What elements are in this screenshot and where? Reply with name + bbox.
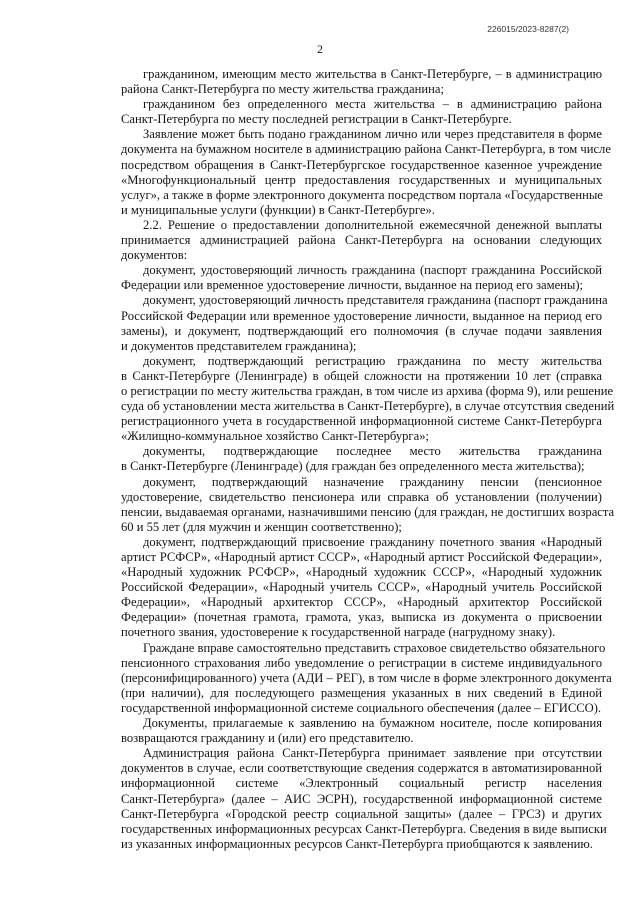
text-line: замены), и документ, подтверждающий его полномочия (в случае подачи заявления <box>121 323 602 338</box>
text-line: «Жилищно-коммунальное хозяйство Санкт-Петербурга»; <box>121 429 429 444</box>
text-line: пенсионного страхования либо уведомление о регистрации в системе индивидуального <box>121 655 602 670</box>
text-line: в Санкт-Петербурге (Ленинграде) (для граждан без определенного места жительства); <box>121 459 585 474</box>
text-line: почетного звания, удостоверение к государственной награде (нагрудному знаку). <box>121 625 556 640</box>
text-line: удостоверение, свидетельство пенсионера или справка об установлении (получении) <box>121 489 602 504</box>
text-line: 2.2. Решение о предоставлении дополнительной ежемесячной денежной выплаты <box>143 217 602 232</box>
text-line: «Народный художник РСФСР», «Народный художник СССР», «Народный художник <box>121 565 602 580</box>
text-line: в Санкт-Петербурге (Ленинграде) в общей сложности на протяжении 10 лет (справка <box>121 368 602 383</box>
text-line: артист РСФСР», «Народный артист СССР», «Народный артист Российской Федерации», <box>121 550 602 564</box>
text-line: (персонифицированного) учета (АДИ – РЕГ), в том числе в форме электронного документа <box>121 670 612 685</box>
text-line: документ, удостоверяющий личность гражданина (паспорт гражданина Российской <box>143 263 602 278</box>
document-registration-number: 226015/2023-8287(2) <box>487 24 569 34</box>
text-line: «Многофункциональный центр предоставления государственных и муниципальных <box>121 172 602 187</box>
text-line: документов в случае, если соответствующие сведения содержатся в автоматизированной <box>121 761 602 776</box>
text-line: гражданином без определенного места жительства – в администрацию района <box>143 97 602 112</box>
text-line: Российской Федерации», «Народный учитель СССР», «Народный учитель Российской <box>121 580 602 595</box>
text-line: услуг», а также в форме электронного документа посредством портала «Государственные <box>121 187 603 202</box>
text-line: регистрационного учета в государственной информационной системе Санкт-Петербурга <box>121 414 602 429</box>
text-line: и муниципальные услуги (функции) в Санкт-Петербурге». <box>121 202 435 217</box>
text-line: (при наличии), для последующего размещения указанных в них сведений в Единой <box>121 685 602 700</box>
text-line: государственной информационной системе социального обеспечения (далее – ЕГИССО). <box>121 700 602 715</box>
text-line: Заявление может быть подано гражданином лично или через представителя в форме <box>143 127 602 142</box>
page-number: 2 <box>317 42 323 56</box>
text-line: о регистрации по месту жительства граждан, в том числе из архива (форма 9), или решение <box>121 383 614 398</box>
text-line: Документы, прилагаемые к заявлению на бумажном носителе, после копирования <box>143 716 602 731</box>
text-line: информационной системе «Электронный социальный регистр населения <box>121 776 602 791</box>
text-line: документ, подтверждающий присвоение гражданину почетного звания «Народный <box>143 534 602 549</box>
text-line: Федерации», «Народный архитектор СССР», «Народный архитектор Российской <box>121 595 602 610</box>
text-line: Санкт-Петербурга» (далее – АИС ЭСРН), государственной информационной системе <box>121 791 602 806</box>
text-line: Администрация района Санкт-Петербурга принимает заявление при отсутствии <box>143 746 602 761</box>
text-line: района Санкт-Петербурга по месту жительства гражданина; <box>121 82 444 97</box>
text-line: 60 и 55 лет (для мужчин и женщин соответственно); <box>121 519 402 534</box>
document-body <box>121 67 615 852</box>
text-line: Санкт-Петербурга «Городской реестр социальной защиты» (далее – ГРСЗ) и других <box>121 806 602 821</box>
text-line: Федерации» (почетная грамота, грамота, указ, выписка из документа о присвоении <box>121 610 602 625</box>
text-line: из указанных информационных ресурсов Санкт-Петербурга приобщаются к заявлению. <box>121 836 593 851</box>
text-line: документов: <box>121 248 188 263</box>
text-line: документы, подтверждающие последнее место жительства гражданина <box>143 444 602 459</box>
text-line: гражданином, имеющим место жительства в Санкт-Петербурге, – в администрацию <box>143 67 602 81</box>
text-line: Санкт-Петербурга по месту последней регистрации в Санкт-Петербурге. <box>121 112 512 127</box>
text-line: Российской Федерации или временное удостоверение личности, выданное на период его <box>121 308 602 323</box>
text-line: принимается администрацией района Санкт-Петербурга на основании следующих <box>121 233 602 248</box>
text-line: пенсии, выдаваемая органами, назначившими пенсию (для граждан, не достигших возраста <box>121 504 615 519</box>
text-line: возвращаются гражданину и (или) его представителю. <box>121 731 414 746</box>
text-line: документ, удостоверяющий личность представителя гражданина (паспорт гражданина <box>143 293 608 308</box>
text-line: и документов представителем гражданина); <box>121 338 357 353</box>
text-line: документа на бумажном носителе в администрацию района Санкт-Петербурга, в том числе <box>121 142 611 157</box>
text-line: документ, подтверждающий регистрацию гражданина по месту жительства <box>143 353 602 368</box>
text-line: суда об установлении места жительства в Санкт-Петербурге), в случае отсутствия сведений <box>121 399 615 414</box>
text-line: документ, подтверждающий назначение гражданину пенсии (пенсионное <box>143 474 602 489</box>
text-line: Федерации или временное удостоверение личности, выданное на период его замены); <box>121 278 584 293</box>
text-line: посредством обращения в Санкт-Петербургское государственное казенное учреждение <box>121 157 602 172</box>
text-line: государственных информационных ресурсах Санкт-Петербурга. Сведения в виде выписки <box>121 821 607 836</box>
text-line: Граждане вправе самостоятельно представить страховое свидетельство обязательного <box>143 640 606 655</box>
